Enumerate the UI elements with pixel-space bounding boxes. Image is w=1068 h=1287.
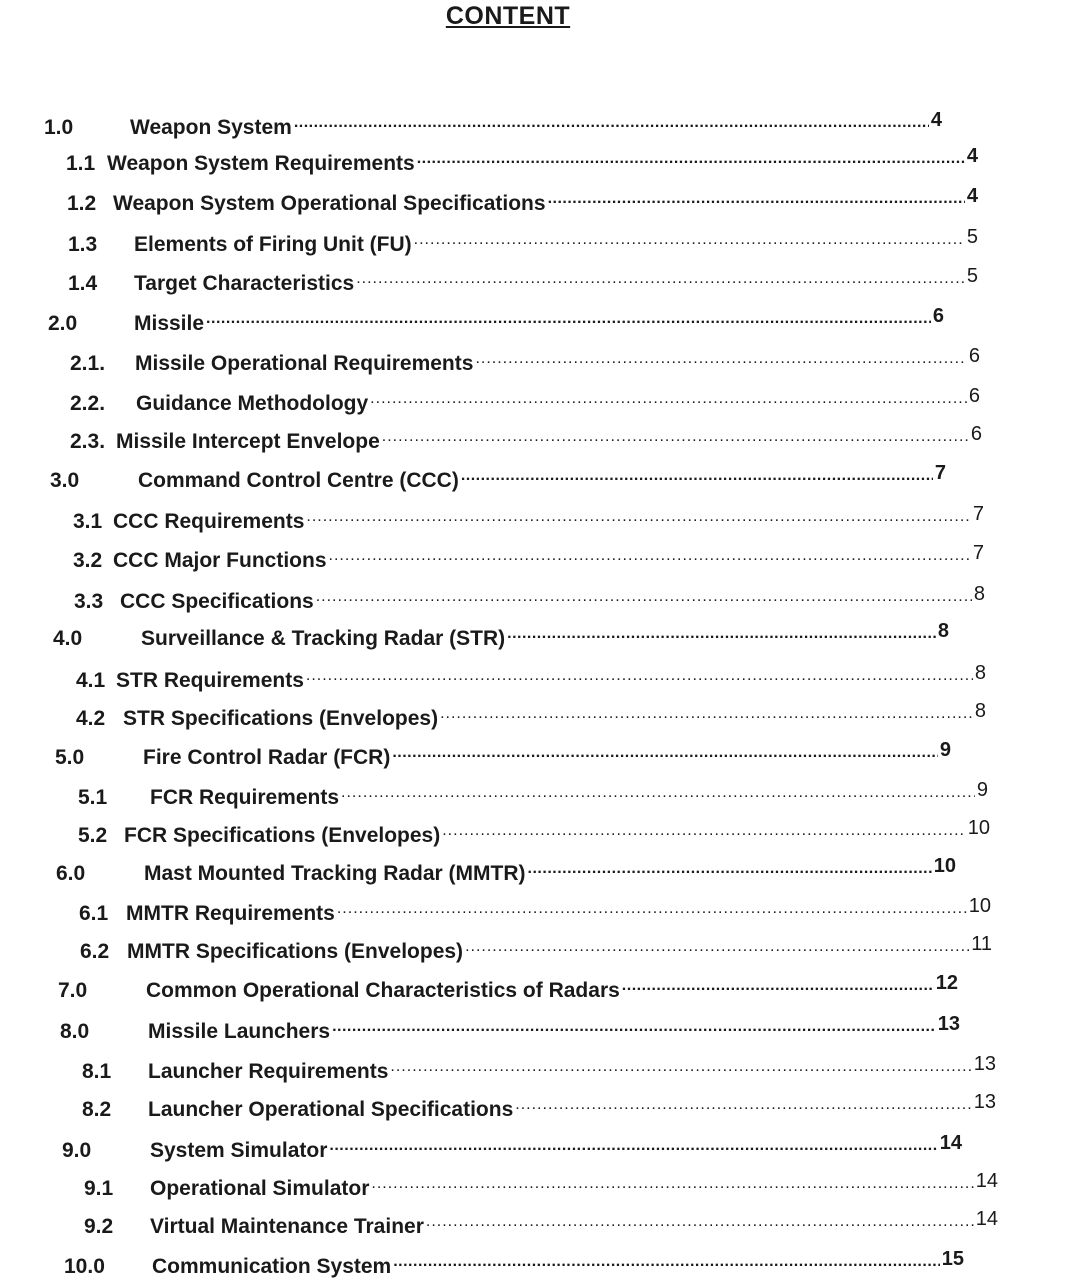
toc-entry-page: 7: [972, 503, 984, 525]
toc-entry-label: CCC Requirements: [113, 510, 305, 533]
toc-entry-label: FCR Specifications (Envelopes): [124, 824, 441, 847]
toc-entry-label: Weapon System: [130, 116, 292, 139]
toc-entry[interactable]: [70, 385, 980, 417]
toc-leader-dots: [622, 977, 934, 997]
toc-entry-number: 4.1: [76, 669, 106, 692]
toc-entry-page: 14: [975, 1170, 998, 1192]
toc-entry-number: 6.1: [79, 902, 109, 925]
toc-entry-page: 10: [968, 895, 991, 917]
toc-entry-page: 6: [970, 423, 982, 445]
toc-entry-page: 8: [973, 583, 985, 605]
toc-entry-number: 7.0: [58, 979, 88, 1002]
toc-leader-dots: [392, 744, 938, 764]
toc-entry-page: 8: [974, 700, 986, 722]
toc-entry-label: FCR Requirements: [150, 786, 340, 809]
toc-leader-dots: [507, 625, 936, 645]
toc-entry-page: 5: [966, 226, 978, 248]
page-title: CONTENT: [445, 2, 571, 30]
toc-entry-number: 3.2: [73, 549, 103, 572]
toc-entry-number: 4.0: [53, 627, 83, 650]
toc-entry-number: 1.2: [67, 192, 97, 215]
toc-entry-label: Command Control Centre (CCC): [138, 469, 459, 492]
toc-entry-label: CCC Specifications: [120, 590, 314, 613]
toc-entry-label: Virtual Maintenance Trainer: [150, 1215, 424, 1238]
toc-entry-number: 9.0: [62, 1139, 92, 1162]
toc-leader-dots: [528, 860, 932, 880]
toc-leader-dots: [515, 1096, 971, 1116]
toc-entry-page: 5: [966, 265, 978, 287]
toc-entry-page: 6: [968, 345, 980, 367]
toc-entry-label: CCC Major Functions: [113, 549, 327, 572]
toc-leader-dots: [370, 390, 967, 410]
toc-entry-label: Elements of Firing Unit (FU): [134, 233, 412, 256]
toc-entry-page: 11: [971, 933, 992, 955]
toc-entry[interactable]: [66, 145, 978, 177]
toc-entry-label: Missile Operational Requirements: [135, 352, 474, 375]
toc-entry-page: 10: [933, 855, 956, 877]
toc-entry-number: 8.0: [60, 1020, 90, 1043]
toc-leader-dots: [371, 1175, 973, 1195]
toc-entry-number: 1.4: [68, 272, 98, 295]
toc-entry-label: STR Requirements: [116, 669, 304, 692]
toc-entry[interactable]: [60, 1013, 960, 1045]
toc-entry-label: STR Specifications (Envelopes): [123, 707, 439, 730]
toc-leader-dots: [475, 350, 966, 370]
toc-entry-number: 8.2: [82, 1098, 112, 1121]
toc-entry-label: Missile Intercept Envelope: [116, 430, 380, 453]
toc-entry[interactable]: [68, 265, 978, 297]
toc-entry-number: 3.0: [50, 469, 80, 492]
toc-entry[interactable]: [74, 583, 985, 615]
toc-entry[interactable]: [84, 1208, 998, 1240]
toc-leader-dots: [306, 667, 973, 687]
toc-entry-number: 6.0: [56, 862, 86, 885]
toc-entry-number: 3.1: [73, 510, 103, 533]
toc-leader-dots: [461, 467, 933, 487]
toc-entry[interactable]: [64, 1248, 964, 1280]
toc-entry-label: Operational Simulator: [150, 1177, 370, 1200]
toc-entry-number: 2.0: [48, 312, 78, 335]
toc-leader-dots: [306, 508, 971, 528]
toc-leader-dots: [390, 1058, 971, 1078]
toc-entry[interactable]: [79, 895, 991, 927]
toc-entry-number: 5.1: [78, 786, 108, 809]
toc-leader-dots: [440, 705, 973, 725]
toc-entry-page: 14: [939, 1132, 962, 1154]
toc-entry-number: 6.2: [80, 940, 110, 963]
toc-entry[interactable]: [82, 1091, 996, 1123]
toc-entry-label: MMTR Specifications (Envelopes): [127, 940, 464, 963]
toc-entry-page: 13: [973, 1053, 996, 1075]
toc-entry-page: 10: [967, 817, 990, 839]
toc-entry[interactable]: [62, 1132, 962, 1164]
toc-entry-number: 1.3: [68, 233, 98, 256]
toc-leader-dots: [332, 1018, 936, 1038]
toc-leader-dots: [337, 900, 967, 920]
toc-leader-dots: [548, 190, 965, 210]
toc-entry-label: Missile: [134, 312, 205, 335]
toc-leader-dots: [329, 547, 971, 567]
toc-entry-number: 5.0: [55, 746, 85, 769]
toc-leader-dots: [442, 822, 966, 842]
toc-leader-dots: [341, 784, 975, 804]
toc-entry-label: Weapon System Requirements: [107, 152, 415, 175]
toc-entry-number: 9.1: [84, 1177, 114, 1200]
toc-entry-number: 8.1: [82, 1060, 112, 1083]
toc-entry-number: 3.3: [74, 590, 104, 613]
toc-entry[interactable]: [78, 817, 990, 849]
toc-entry-page: 6: [932, 305, 944, 327]
toc-entry[interactable]: [76, 662, 986, 694]
toc-entry[interactable]: [53, 620, 949, 652]
toc-leader-dots: [414, 231, 965, 251]
toc-entry-page: 4: [966, 185, 978, 207]
toc-entry-page: 15: [941, 1248, 964, 1270]
toc-entry[interactable]: [67, 185, 978, 217]
toc-entry-number: 2.3.: [70, 430, 106, 453]
toc-entry-label: Missile Launchers: [148, 1020, 331, 1043]
toc-entry-label: MMTR Requirements: [126, 902, 335, 925]
toc-entry-label: Launcher Requirements: [148, 1060, 389, 1083]
toc-entry-label: System Simulator: [150, 1139, 328, 1162]
toc-leader-dots: [382, 428, 969, 448]
toc-entry-number: 2.1.: [70, 352, 106, 375]
toc-leader-dots: [393, 1253, 940, 1273]
toc-entry[interactable]: [58, 972, 958, 1004]
toc-entry[interactable]: [70, 423, 982, 455]
toc-entry-label: Communication System: [152, 1255, 392, 1278]
toc-entry[interactable]: [70, 345, 980, 377]
toc-entry-page: 12: [935, 972, 958, 994]
toc-entry-page: 7: [972, 542, 984, 564]
toc-entry-number: 5.2: [78, 824, 108, 847]
toc-entry[interactable]: [80, 933, 992, 965]
toc-entry-label: Fire Control Radar (FCR): [143, 746, 391, 769]
toc-entry[interactable]: [55, 739, 951, 771]
toc-entry-page: 13: [973, 1091, 996, 1113]
toc-entry-label: Common Operational Characteristics of Radars: [146, 979, 620, 1002]
toc-leader-dots: [426, 1213, 974, 1233]
toc-entry[interactable]: [73, 503, 984, 535]
toc-entry[interactable]: [82, 1053, 996, 1085]
toc-entry-page: 9: [939, 739, 951, 761]
toc-leader-dots: [206, 310, 931, 330]
toc-entry-page: 8: [937, 620, 949, 642]
toc-entry[interactable]: [50, 462, 946, 494]
toc-entry[interactable]: [48, 305, 944, 337]
toc-leader-dots: [294, 114, 929, 134]
toc-entry[interactable]: [56, 855, 956, 887]
toc-entry-page: 4: [966, 145, 978, 167]
toc-entry-page: 14: [975, 1208, 998, 1230]
toc-entry-number: 10.0: [64, 1255, 105, 1278]
toc-entry-label: Target Characteristics: [134, 272, 355, 295]
toc-entry[interactable]: [84, 1170, 998, 1202]
toc-entry-label: Launcher Operational Specifications: [148, 1098, 514, 1121]
toc-entry[interactable]: [44, 109, 942, 141]
toc-leader-dots: [356, 270, 965, 290]
toc-entry-number: 2.2.: [70, 392, 106, 415]
toc-leader-dots: [329, 1137, 937, 1157]
toc-leader-dots: [465, 938, 969, 958]
toc-entry-label: Guidance Methodology: [136, 392, 369, 415]
toc-entry-label: Mast Mounted Tracking Radar (MMTR): [144, 862, 526, 885]
toc-entry-label: Surveillance & Tracking Radar (STR): [141, 627, 506, 650]
toc-entry-page: 13: [937, 1013, 960, 1035]
toc-entry-number: 9.2: [84, 1215, 114, 1238]
toc-entry-number: 4.2: [76, 707, 106, 730]
toc-entry-page: 6: [968, 385, 980, 407]
toc-entry-page: 9: [976, 779, 988, 801]
toc-entry[interactable]: [76, 700, 986, 732]
toc-entry-number: 1.1: [66, 152, 96, 175]
toc-entry-page: 7: [934, 462, 946, 484]
toc-leader-dots: [316, 588, 972, 608]
toc-entry[interactable]: [78, 779, 988, 811]
toc-entry-label: Weapon System Operational Specifications: [113, 192, 546, 215]
toc-entry-number: 1.0: [44, 116, 74, 139]
toc-entry[interactable]: [68, 226, 978, 258]
toc-leader-dots: [417, 150, 965, 170]
toc-entry-page: 4: [930, 109, 942, 131]
toc-entry[interactable]: [73, 542, 984, 574]
toc-entry-page: 8: [974, 662, 986, 684]
